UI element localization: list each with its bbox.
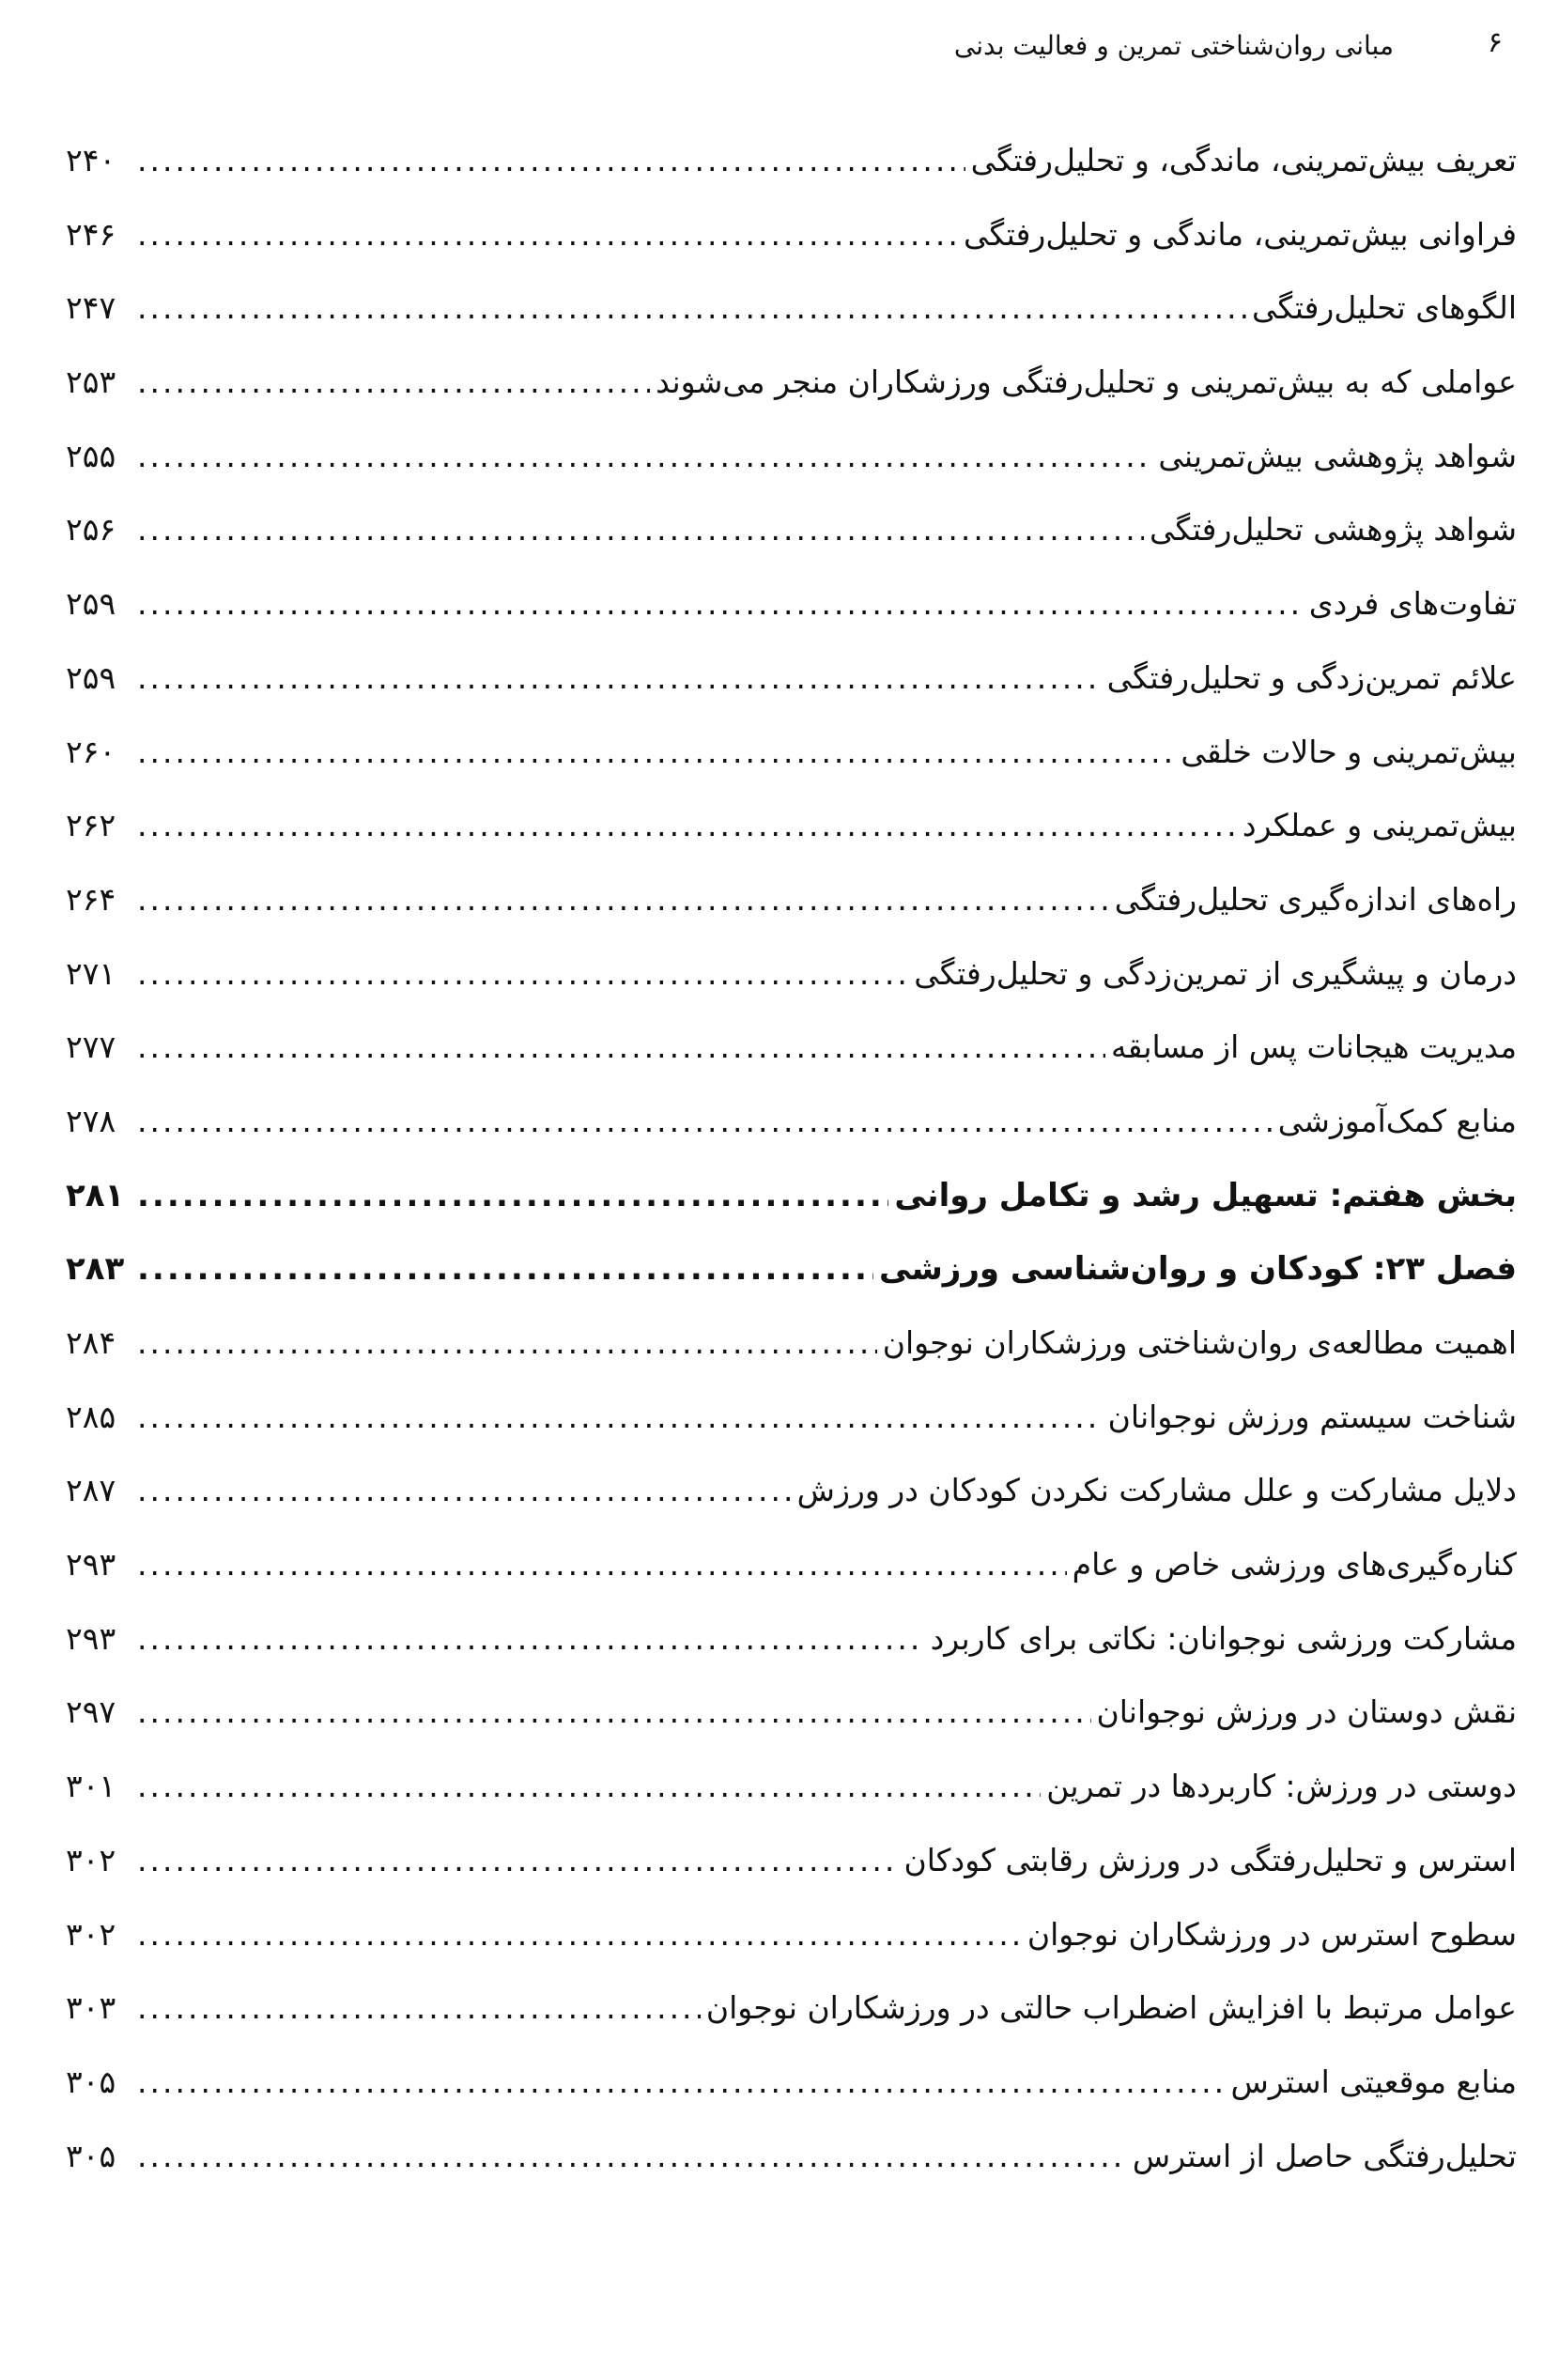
toc-entry-title: دوستی در ورزش: کاربردها در تمرین	[1046, 1768, 1517, 1805]
toc-entry[interactable]	[66, 863, 1517, 937]
toc-dot-leader	[137, 863, 1109, 937]
toc-entry-page-number: ۲۸۳	[66, 1250, 125, 1289]
toc-entry[interactable]	[66, 1898, 1517, 1972]
toc-entry[interactable]	[66, 1306, 1517, 1381]
toc-entry-title: نقش دوستان در ورزش نوجوانان	[1096, 1693, 1517, 1731]
toc-entry[interactable]	[66, 789, 1517, 863]
toc-entry-page-number: ۲۶۲	[66, 807, 116, 844]
toc-entry-page-number: ۲۷۱	[66, 954, 116, 992]
toc-entry-title: سطوح استرس در ورزشکاران نوجوان	[1026, 1915, 1517, 1953]
toc-heading-entry[interactable]	[66, 1159, 1517, 1233]
toc-entry-page-number: ۲۶۰	[66, 733, 116, 770]
toc-entry-title: الگوهای تحلیل‌رفتگی	[1251, 289, 1517, 327]
toc-entry[interactable]	[66, 420, 1517, 494]
toc-dot-leader	[137, 2046, 1225, 2120]
toc-heading-entry[interactable]	[66, 1232, 1517, 1306]
toc-entry-page-number: ۲۹۳	[66, 1619, 116, 1657]
toc-entry-page-number: ۲۹۷	[66, 1693, 116, 1731]
toc-entry-page-number: ۲۹۳	[66, 1546, 116, 1584]
toc-dot-leader	[137, 1528, 1067, 1602]
toc-entry[interactable]	[66, 1011, 1517, 1085]
toc-entry-page-number: ۲۵۵	[66, 437, 116, 474]
toc-entry-title: فراوانی بیش‌تمرینی، ماندگی و تحلیل‌رفتگی	[963, 215, 1517, 253]
toc-entry-title: بخش هفتم: تسهیل رشد و تکامل روانی	[894, 1176, 1517, 1214]
toc-entry[interactable]	[66, 1750, 1517, 1824]
toc-entry-title: بیش‌تمرینی و عملکرد	[1242, 807, 1517, 844]
toc-entry[interactable]	[66, 716, 1517, 790]
toc-dot-leader	[137, 789, 1237, 863]
toc-entry-title: عوامل مرتبط با افزایش اضطراب حالتی در ورزشکاران نوجوان	[705, 1989, 1517, 2027]
toc-entry[interactable]	[66, 2046, 1517, 2120]
toc-entry-title: تفاوت‌های فردی	[1308, 585, 1517, 623]
toc-entry-title: شواهد پژوهشی تحلیل‌رفتگی	[1149, 511, 1517, 549]
toc-dot-leader	[137, 493, 1144, 567]
toc-entry-page-number: ۲۸۵	[66, 1398, 116, 1435]
toc-dot-leader	[137, 1898, 1022, 1972]
toc-entry-title: علائم تمرین‌زدگی و تحلیل‌رفتگی	[1106, 658, 1517, 696]
toc-dot-leader	[137, 271, 1246, 346]
toc-entry[interactable]	[66, 1602, 1517, 1677]
toc-entry-title: راه‌های اندازه‌گیری تحلیل‌رفتگی	[1114, 880, 1517, 918]
toc-entry-page-number: ۲۵۹	[66, 658, 116, 696]
toc-entry-page-number: ۲۵۶	[66, 511, 116, 549]
toc-entry-title: کناره‌گیری‌های ورزشی خاص و عام	[1072, 1546, 1517, 1584]
page-header	[0, 17, 1559, 73]
toc-entry[interactable]	[66, 2120, 1517, 2194]
toc-entry-page-number: ۲۸۱	[66, 1176, 125, 1214]
toc-dot-leader	[137, 420, 1152, 494]
toc-entry[interactable]	[66, 1676, 1517, 1750]
toc-dot-leader	[137, 2120, 1127, 2194]
toc-entry-title: اهمیت مطالعه‌ی روان‌شناختی ورزشکاران نوجوان	[882, 1324, 1517, 1361]
toc-dot-leader	[137, 937, 908, 1012]
toc-entry-title: بیش‌تمرینی و حالات خلقی	[1181, 733, 1517, 770]
toc-entry[interactable]	[66, 124, 1517, 198]
toc-entry[interactable]	[66, 1971, 1517, 2046]
toc-entry-title: شواهد پژوهشی بیش‌تمرینی	[1158, 437, 1517, 474]
toc-entry-title: عواملی که به بیش‌تمرینی و تحلیل‌رفتگی ورزشکاران منجر می‌شوند	[656, 363, 1517, 401]
toc-entry-title: استرس و تحلیل‌رفتگی در ورزش رقابتی کودکان	[903, 1841, 1517, 1878]
toc-entry-title: منابع کمک‌آموزشی	[1277, 1102, 1517, 1139]
toc-dot-leader	[137, 346, 650, 420]
toc-entry-title: تحلیل‌رفتگی حاصل از استرس	[1132, 2137, 1517, 2174]
toc-entry-page-number: ۳۰۳	[66, 1989, 116, 2027]
toc-entry-title: مشارکت ورزشی نوجوانان: نکاتی برای کاربرد	[930, 1619, 1517, 1657]
toc-dot-leader	[137, 716, 1175, 790]
toc-entry-title: تعریف بیش‌تمرینی، ماندگی، و تحلیل‌رفتگی	[970, 142, 1517, 178]
toc-entry-page-number: ۳۰۲	[66, 1915, 116, 1953]
toc-entry[interactable]	[66, 1381, 1517, 1455]
toc-entry-title: شناخت سیستم ورزش نوجوانان	[1107, 1398, 1517, 1435]
toc-dot-leader	[137, 1306, 877, 1381]
toc-dot-leader	[137, 1232, 873, 1306]
toc-dot-leader	[137, 641, 1102, 716]
toc-entry[interactable]	[66, 1085, 1517, 1159]
toc-entry-page-number: ۳۰۵	[66, 2137, 116, 2174]
toc-entry-page-number: ۲۴۰	[66, 142, 116, 178]
toc-entry[interactable]	[66, 641, 1517, 716]
book-title: مبانی روان‌شناختی تمرین و فعالیت بدنی	[953, 30, 1394, 61]
toc-entry-page-number: ۲۸۷	[66, 1472, 116, 1509]
toc-entry-page-number: ۲۷۷	[66, 1028, 116, 1066]
toc-dot-leader	[137, 1011, 1105, 1085]
toc-entry-title: فصل ۲۳: کودکان و روان‌شناسی ورزشی	[878, 1250, 1517, 1289]
toc-dot-leader	[137, 1381, 1103, 1455]
toc-entry-page-number: ۲۸۴	[66, 1324, 116, 1361]
toc-entry[interactable]	[66, 1528, 1517, 1602]
toc-entry-page-number: ۲۵۳	[66, 363, 116, 401]
toc-entry[interactable]	[66, 493, 1517, 567]
toc-entry-page-number: ۳۰۵	[66, 2063, 116, 2100]
toc-entry[interactable]	[66, 567, 1517, 641]
toc-entry-page-number: ۲۶۴	[66, 880, 116, 918]
toc-entry[interactable]	[66, 937, 1517, 1012]
toc-dot-leader	[137, 1824, 899, 1898]
toc-entry-page-number: ۲۷۸	[66, 1102, 116, 1139]
toc-entry-title: منابع موقعیتی استرس	[1230, 2063, 1517, 2100]
toc-entry[interactable]	[66, 198, 1517, 272]
page-number: ۶	[1487, 26, 1503, 59]
toc-dot-leader	[137, 1750, 1041, 1824]
toc-entry-title: درمان و پیشگیری از تمرین‌زدگی و تحلیل‌رفتگی	[914, 954, 1517, 992]
toc-entry[interactable]	[66, 346, 1517, 420]
toc-entry-page-number: ۲۴۶	[66, 215, 116, 253]
toc-dot-leader	[137, 1454, 792, 1528]
toc-dot-leader	[137, 1971, 701, 2046]
toc-dot-leader	[137, 198, 958, 272]
toc-entry[interactable]	[66, 1454, 1517, 1528]
toc-dot-leader	[137, 1602, 925, 1677]
toc-dot-leader	[137, 1159, 888, 1233]
toc-dot-leader	[137, 124, 965, 198]
toc-dot-leader	[137, 1085, 1273, 1159]
toc-entry-title: دلایل مشارکت و علل مشارکت نکردن کودکان در ورزش	[796, 1472, 1517, 1509]
toc-dot-leader	[137, 567, 1304, 641]
toc-entry-page-number: ۲۴۷	[66, 289, 116, 327]
toc-entry-page-number: ۲۵۹	[66, 585, 116, 623]
toc-dot-leader	[137, 1676, 1091, 1750]
toc-entry-title: مدیریت هیجانات پس از مسابقه	[1110, 1028, 1517, 1066]
table-of-contents	[66, 124, 1517, 2193]
toc-entry[interactable]	[66, 271, 1517, 346]
toc-entry-page-number: ۳۰۱	[66, 1768, 116, 1805]
toc-entry-page-number: ۳۰۲	[66, 1841, 116, 1878]
toc-entry[interactable]	[66, 1824, 1517, 1898]
